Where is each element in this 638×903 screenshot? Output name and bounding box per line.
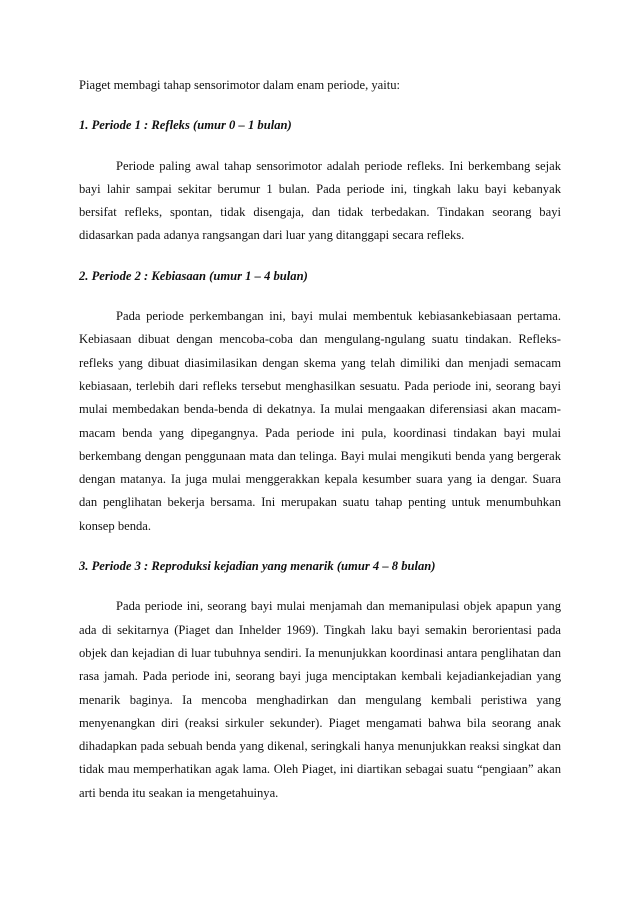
intro-text: Piaget membagi tahap sensorimotor dalam enam periode, yaitu: xyxy=(79,78,401,92)
section-paragraph-periode-1: Periode paling awal tahap sensorimotor adalah periode refleks. Ini berkembang sejak bayi lahir sampai sekitar berumur 1 bulan. Pada periode ini, tingkah laku bayi kebanyak bersifat refleks, spontan, tidak disengaja, dan tidak terbedakan. Tindakan seorang bayi didasarkan pada adanya rangsangan dari luar yang ditanggapi secara refleks. xyxy=(79,158,561,243)
document-body xyxy=(79,74,561,822)
section-paragraph-periode-2: Pada periode perkembangan ini, bayi mulai membentuk kebiasankebiasaan pertama. Kebiasaan dibuat dengan mencoba-coba dan mengulang-ngulang suatu tindakan. Refleks-refleks yang dibuat diasimilasikan dengan skema yang telah dimiliki dan menjadi semacam kebiasaan, terlebih dari refleks tersebut menghasilkan sesuatu. Pada periode ini, seorang bayi mulai membedakan benda-benda di dekatnya. Ia mulai mengaakan diferensiasi akan macam-macam benda yang dipegangnya. Pada periode ini pula, koordinasi tindakan bayi mulai berkembang dengan penggunaan mata dan telinga. Bayi mulai mengikuti benda yang bergerak dengan matanya. Ia juga mulai menggerakkan kepala kesumber suara yang ia dengar. Suara dan penglihatan bekerja bersama. Ini merupakan suatu tahap penting untuk menumbuhkan konsep benda. xyxy=(79,309,561,533)
section-paragraph-periode-3: Pada periode ini, seorang bayi mulai menjamah dan memanipulasi objek apapun yang ada di sekitarnya (Piaget dan Inhelder 1969). Tingkah laku bayi semakin berorientasi pada objek dan kejadian di luar tubuhnya sendiri. Ia menunjukkan koordinasi antara penglihatan dan rasa jamah. Pada periode ini, seorang bayi juga menciptakan kembali kejadiankejadian yang menarik baginya. Ia mencoba menghadirkan dan mengulang kembali peristiwa yang menyenangkan diri (reaksi sirkuler sekunder). Piaget mengamati bahwa bila seorang anak dihadapkan pada sebuah benda yang dikenal, seringkali hanya menunjukkan reaksi singkat dan tidak mau memperhatikan agak lama. Oleh Piaget, ini diartikan sebagai suatu “pengiaan” akan arti benda itu seakan ia mengetahuinya. xyxy=(79,599,561,800)
section-heading-periode-3: 3. Periode 3 : Reproduksi kejadian yang menarik (umur 4 – 8 bulan) xyxy=(79,559,436,574)
section-heading-periode-2: 2. Periode 2 : Kebiasaan (umur 1 – 4 bulan) xyxy=(79,268,308,283)
section-heading-periode-1: 1. Periode 1 : Refleks (umur 0 – 1 bulan) xyxy=(79,118,292,133)
